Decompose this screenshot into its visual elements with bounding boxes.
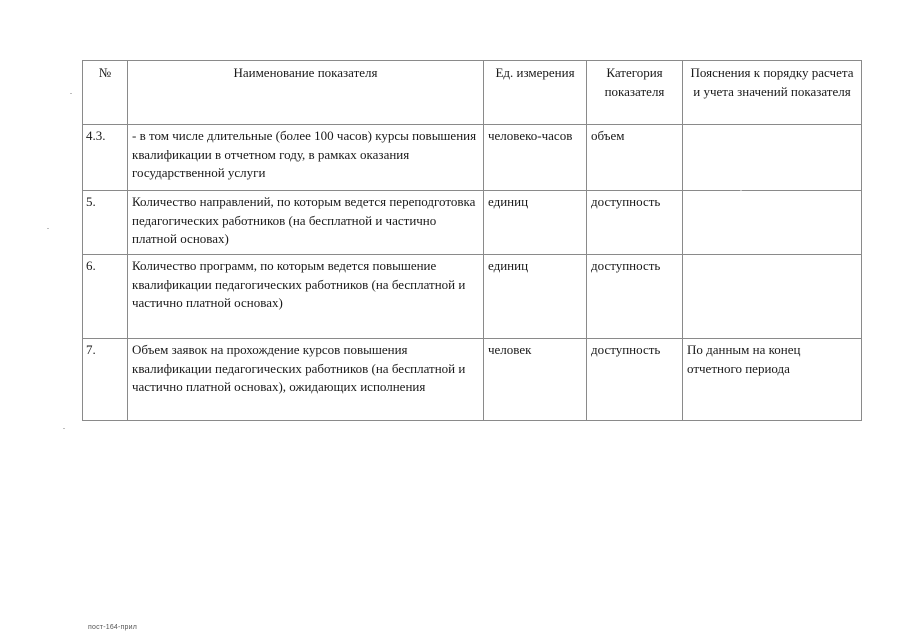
row-number: 5. <box>83 191 128 255</box>
scan-speck <box>740 190 742 191</box>
row-number: 7. <box>83 339 128 421</box>
row-number: 4.3. <box>83 125 128 191</box>
table-header-row <box>83 61 862 125</box>
indicator-name: - в том числе длительные (более 100 часов) курсы повышения квалификации в отчетном году, в рамках оказания государственной услуги <box>128 125 484 191</box>
indicator-notes: По данным на конец отчетного периода <box>683 339 862 421</box>
table-row <box>83 125 862 191</box>
scan-speck <box>47 228 49 229</box>
footer-file-mark: пост-164-прил <box>88 624 138 631</box>
indicator-notes <box>683 255 862 339</box>
unit-of-measure: человек <box>484 339 587 421</box>
header-name: Наименование показателя <box>128 61 484 125</box>
header-unit: Ед. измерения <box>484 61 587 125</box>
table-row <box>83 339 862 421</box>
indicators-table <box>82 60 862 421</box>
table-row <box>83 191 862 255</box>
indicator-category: доступность <box>587 191 683 255</box>
indicator-category: объем <box>587 125 683 191</box>
indicator-notes <box>683 125 862 191</box>
scan-speck <box>63 428 65 429</box>
indicator-notes <box>683 191 862 255</box>
header-num: № <box>83 61 128 125</box>
unit-of-measure: единиц <box>484 255 587 339</box>
row-number: 6. <box>83 255 128 339</box>
unit-of-measure: единиц <box>484 191 587 255</box>
scan-speck <box>70 93 72 94</box>
indicator-name: Количество направлений, по которым ведется переподготовка педагогических работников (на бесплатной и частично платной основах) <box>128 191 484 255</box>
header-notes: Пояснения к порядку расчета и учета значений показателя <box>683 61 862 125</box>
indicator-category: доступность <box>587 339 683 421</box>
header-category: Категория показателя <box>587 61 683 125</box>
indicator-name: Объем заявок на прохождение курсов повышения квалификации педагогических работников (на бесплатной и частично платной основах), ожидающих исполнения <box>128 339 484 421</box>
unit-of-measure: человеко-часов <box>484 125 587 191</box>
indicator-name: Количество программ, по которым ведется повышение квалификации педагогических работников (на бесплатной и частично платной основах) <box>128 255 484 339</box>
table-row <box>83 255 862 339</box>
indicator-category: доступность <box>587 255 683 339</box>
